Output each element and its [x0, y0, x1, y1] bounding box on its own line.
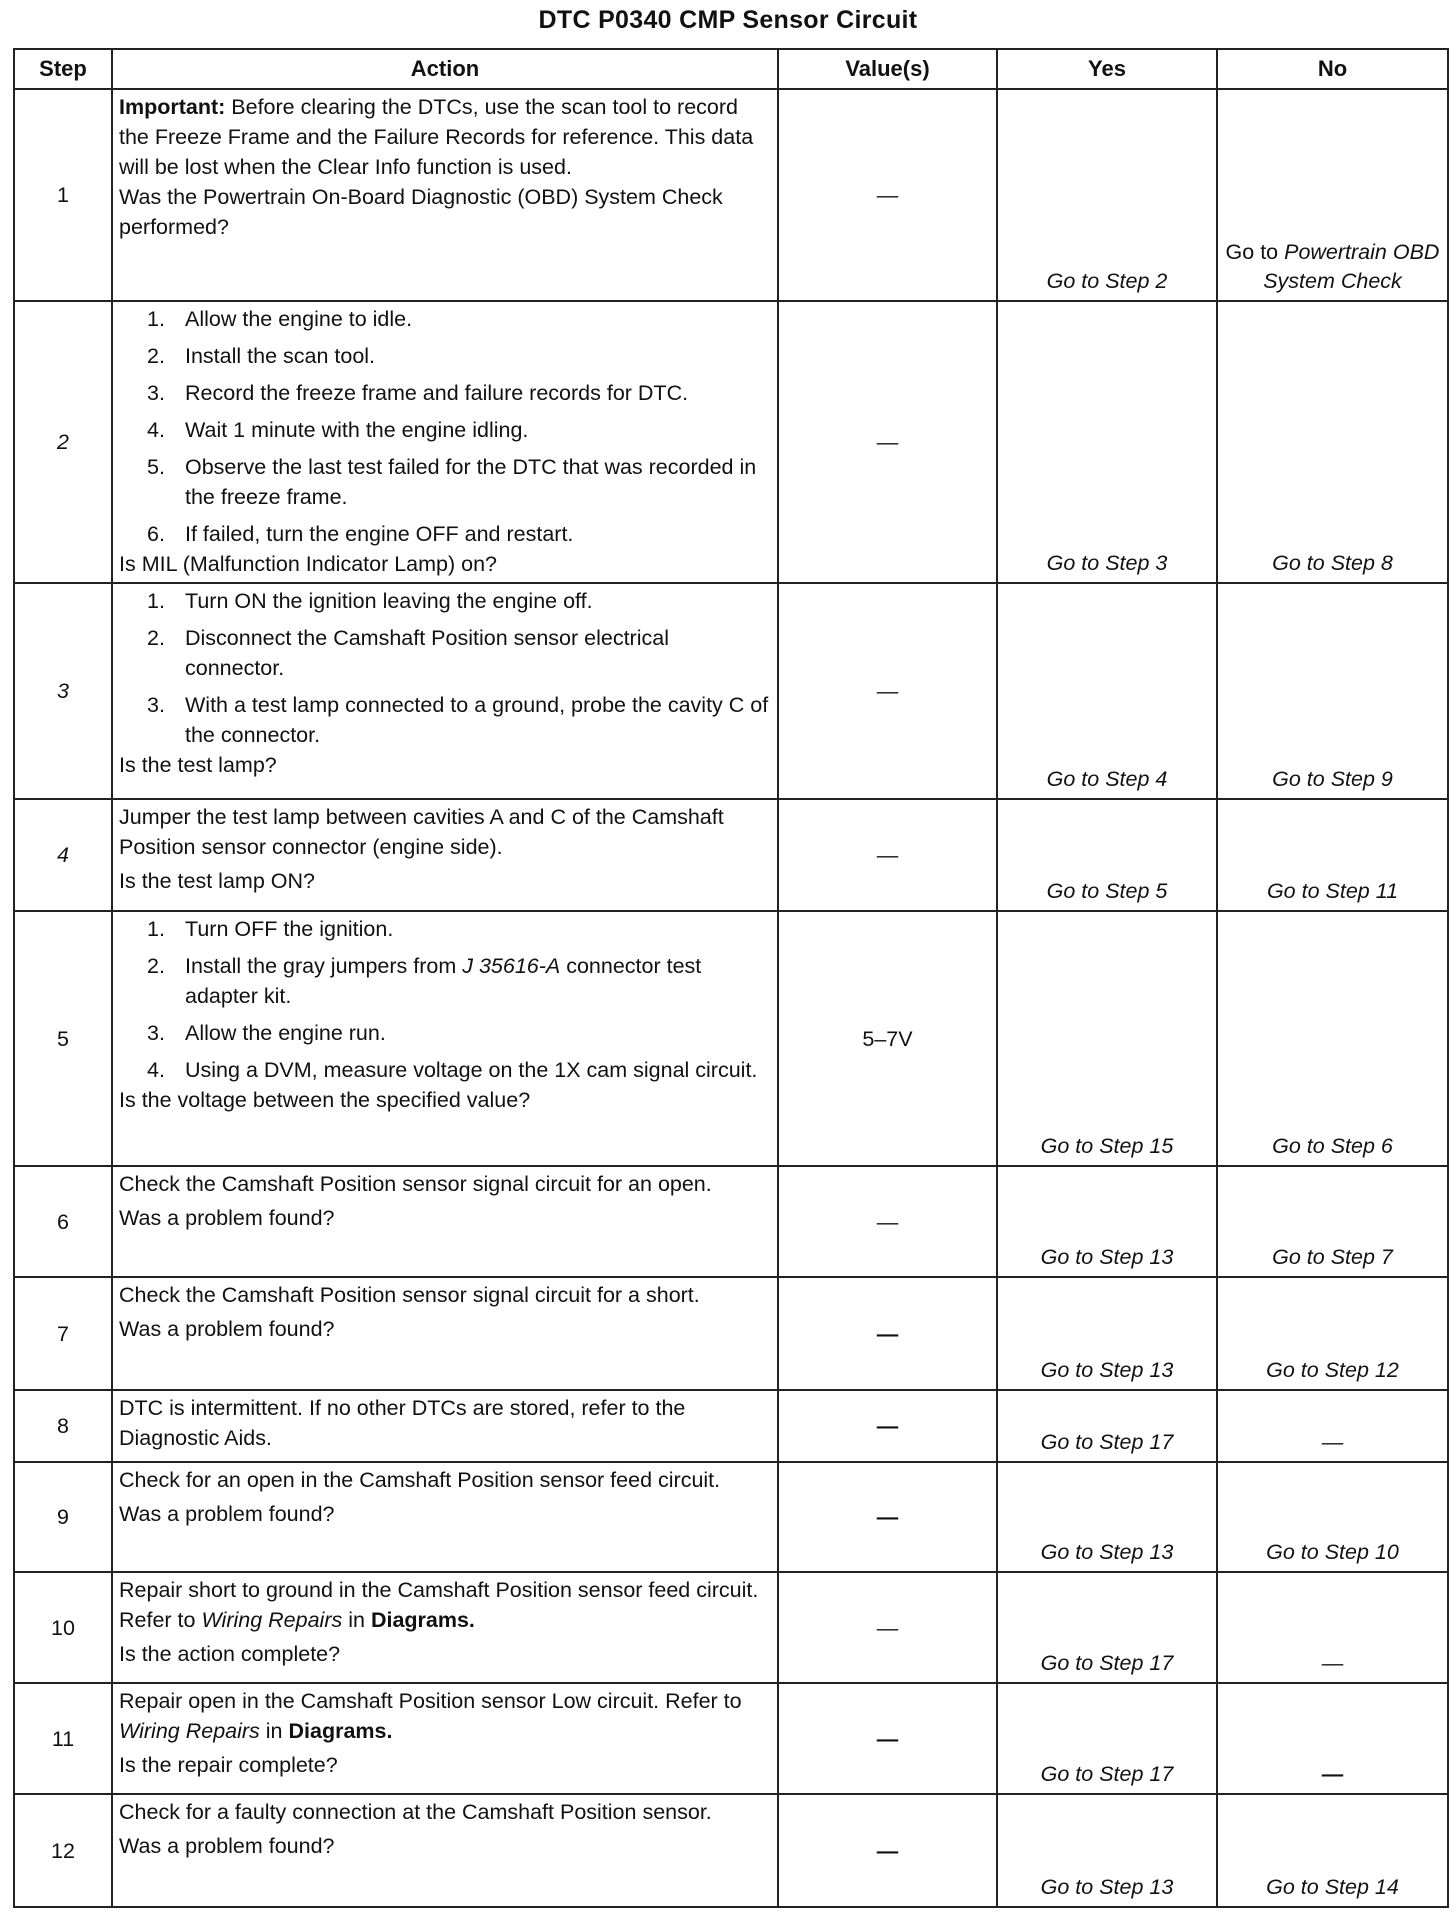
step-number: 5 — [14, 911, 112, 1166]
no-cell — [1217, 1277, 1448, 1390]
table-row — [14, 1390, 1448, 1462]
header-action: Action — [112, 49, 778, 89]
yes-link[interactable]: Go to Step 13 — [1040, 1358, 1174, 1382]
value-text: — — [876, 1414, 899, 1438]
yes-cell — [997, 89, 1217, 301]
step-number: 6 — [14, 1166, 112, 1277]
action-cell — [112, 1277, 778, 1390]
action-list — [119, 304, 771, 549]
value-cell — [778, 1572, 997, 1683]
action-cell — [112, 1166, 778, 1277]
no-link[interactable]: Go to Step 6 — [1272, 1134, 1393, 1158]
action-cell — [112, 799, 778, 911]
value-cell — [778, 799, 997, 911]
table-row — [14, 1166, 1448, 1277]
yes-cell — [997, 799, 1217, 911]
header-step: Step — [14, 49, 112, 89]
no-link[interactable]: Go to Step 10 — [1266, 1540, 1399, 1564]
step-number: 4 — [14, 799, 112, 911]
header-no: No — [1217, 49, 1448, 89]
action-text: Jumper the test lamp between cavities A and C of the Camshaft Position sensor connector (engine side). — [119, 805, 724, 859]
action-cell — [112, 911, 778, 1166]
table-row — [14, 1683, 1448, 1794]
list-item: 3. Allow the engine run. — [147, 1021, 386, 1045]
yes-cell — [997, 583, 1217, 799]
yes-cell — [997, 1572, 1217, 1683]
important-note — [119, 92, 771, 182]
action-question: Was a problem found? — [119, 1834, 335, 1858]
yes-link[interactable]: Go to Step 15 — [1040, 1134, 1174, 1158]
yes-cell — [997, 1166, 1217, 1277]
diagrams-reference: Diagrams. — [288, 1719, 393, 1743]
no-cell — [1217, 1683, 1448, 1794]
no-link[interactable]: Go to Step 7 — [1272, 1245, 1393, 1269]
yes-link[interactable]: Go to Step 5 — [1046, 879, 1168, 903]
value-cell — [778, 1166, 997, 1277]
value-cell — [778, 301, 997, 583]
table-row — [14, 301, 1448, 583]
action-cell — [112, 1794, 778, 1907]
list-item: 5. Observe the last test failed for the DTC that was recorded in the freeze frame. — [147, 455, 757, 509]
no-cell — [1217, 301, 1448, 583]
value-text: — — [876, 430, 899, 454]
value-cell — [778, 1794, 997, 1907]
header-values: Value(s) — [778, 49, 997, 89]
action-question: Is the voltage between the specified value? — [119, 1088, 531, 1112]
step-number: 2 — [14, 301, 112, 583]
yes-link[interactable]: Go to Step 17 — [1040, 1651, 1174, 1675]
action-cell — [112, 1572, 778, 1683]
list-item: 2. Install the scan tool. — [147, 344, 376, 368]
value-text: — — [876, 1726, 899, 1751]
action-text: Repair short to ground in the Camshaft Position sensor feed circuit. Refer to Wiring Repairs in Diagrams. — [119, 1578, 759, 1632]
action-cell — [112, 583, 778, 799]
no-link[interactable]: Go to Step 11 — [1266, 879, 1399, 903]
wiring-repairs-link[interactable]: Wiring Repairs — [201, 1608, 343, 1632]
no-link[interactable]: Powertrain OBD System Check — [1263, 240, 1440, 293]
action-cell — [112, 1462, 778, 1572]
yes-cell — [997, 911, 1217, 1166]
yes-cell — [997, 1462, 1217, 1572]
action-list — [119, 586, 771, 750]
value-cell — [778, 1277, 997, 1390]
wiring-repairs-link[interactable]: Wiring Repairs — [119, 1719, 260, 1743]
important-text: Before clearing the DTCs, use the scan tool to record the Freeze Frame and the Failure Records for reference. This data will be lost when the Clear Info function is used. — [119, 95, 754, 179]
yes-link[interactable]: Go to Step 13 — [1040, 1245, 1174, 1269]
value-text: — — [876, 1321, 899, 1346]
list-item: 1. Allow the engine to idle. — [147, 307, 413, 331]
yes-cell — [997, 1683, 1217, 1794]
table-row — [14, 1277, 1448, 1390]
no-value: — — [1321, 1762, 1344, 1786]
yes-link[interactable]: Go to Step 17 — [1040, 1430, 1174, 1454]
action-text: Check for an open in the Camshaft Position sensor feed circuit. — [119, 1468, 721, 1492]
no-link[interactable]: Go to Step 8 — [1272, 551, 1393, 575]
value-text: — — [876, 1615, 899, 1640]
value-cell — [778, 583, 997, 799]
table-row — [14, 911, 1448, 1166]
action-text: Repair open in the Camshaft Position sensor Low circuit. Refer to Wiring Repairs in Diagrams. — [119, 1689, 742, 1743]
step-number: 12 — [14, 1794, 112, 1907]
value-text: — — [876, 679, 899, 703]
step-number: 8 — [14, 1390, 112, 1462]
tool-reference: J 35616-A — [462, 954, 561, 978]
action-question: Was the Powertrain On-Board Diagnostic (OBD) System Check performed? — [119, 185, 723, 239]
step-number: 7 — [14, 1277, 112, 1390]
no-cell — [1217, 1462, 1448, 1572]
no-value: — — [1321, 1651, 1344, 1675]
value-cell — [778, 1390, 997, 1462]
list-item: 3. With a test lamp connected to a ground, probe the cavity C of the connector. — [147, 693, 769, 747]
action-cell — [112, 301, 778, 583]
value-cell — [778, 1683, 997, 1794]
action-text: Check the Camshaft Position sensor signal circuit for a short. — [119, 1283, 700, 1307]
no-cell — [1217, 1166, 1448, 1277]
value-text: — — [876, 183, 899, 207]
page-title: DTC P0340 CMP Sensor Circuit — [538, 6, 918, 34]
no-link[interactable]: Go to Step 9 — [1272, 767, 1393, 791]
list-item: 4. Using a DVM, measure voltage on the 1X cam signal circuit. — [147, 1058, 758, 1082]
action-question: Was a problem found? — [119, 1206, 335, 1230]
no-cell — [1217, 1572, 1448, 1683]
list-item: 2. Disconnect the Camshaft Position sensor electrical connector. — [147, 626, 669, 680]
list-item: 1. Turn ON the ignition leaving the engine off. — [147, 589, 593, 613]
table-row — [14, 1572, 1448, 1683]
value-cell — [778, 1462, 997, 1572]
yes-link[interactable]: Go to Step 13 — [1040, 1540, 1174, 1564]
action-question: Is the action complete? — [119, 1642, 341, 1666]
action-list — [119, 914, 771, 1085]
yes-link[interactable]: Go to Step 13 — [1040, 1875, 1174, 1899]
list-item: 1. Turn OFF the ignition. — [147, 917, 394, 941]
action-text: Check the Camshaft Position sensor signal circuit for an open. — [119, 1172, 712, 1196]
yes-cell — [997, 1794, 1217, 1907]
header-row — [14, 49, 1448, 89]
table-row — [14, 583, 1448, 799]
yes-cell — [997, 1277, 1217, 1390]
table-row — [14, 1462, 1448, 1572]
value-text: — — [876, 843, 899, 867]
step-number: 9 — [14, 1462, 112, 1572]
table-row — [14, 799, 1448, 911]
yes-cell — [997, 301, 1217, 583]
no-value: — — [1321, 1430, 1344, 1454]
diagrams-reference: Diagrams. — [370, 1608, 475, 1632]
action-question: Was a problem found? — [119, 1502, 335, 1526]
value-text: — — [876, 1838, 899, 1863]
table-row — [14, 89, 1448, 301]
no-cell — [1217, 1390, 1448, 1462]
yes-cell — [997, 1390, 1217, 1462]
yes-link[interactable]: Go to Step 17 — [1040, 1762, 1174, 1786]
action-text: DTC is intermittent. If no other DTCs are stored, refer to the Diagnostic Aids. — [119, 1396, 686, 1450]
step-number: 3 — [14, 583, 112, 799]
no-cell — [1217, 89, 1448, 301]
no-link[interactable]: Go to Step 12 — [1266, 1358, 1399, 1382]
no-cell — [1217, 799, 1448, 911]
action-cell — [112, 1683, 778, 1794]
action-question: Is the repair complete? — [119, 1753, 338, 1777]
value-text: — — [876, 1209, 899, 1234]
step-number: 1 — [14, 89, 112, 301]
value-text: 5–7V — [862, 1026, 913, 1051]
step-number: 11 — [14, 1683, 112, 1794]
action-question: Is the test lamp ON? — [119, 869, 315, 893]
value-cell — [778, 911, 997, 1166]
action-cell — [112, 1390, 778, 1462]
action-text: Check for a faulty connection at the Camshaft Position sensor. — [119, 1800, 712, 1824]
no-link-prefix: Go to — [1225, 240, 1285, 264]
header-yes: Yes — [997, 49, 1217, 89]
value-cell — [778, 89, 997, 301]
action-question: Is the test lamp? — [119, 753, 277, 777]
value-text: — — [876, 1505, 899, 1529]
list-item: 6. If failed, turn the engine OFF and restart. — [147, 522, 574, 546]
important-label: Important: — [119, 95, 226, 119]
action-question: Was a problem found? — [119, 1317, 335, 1341]
yes-link[interactable]: Go to Step 4 — [1046, 767, 1168, 791]
list-item: 4. Wait 1 minute with the engine idling. — [147, 418, 529, 442]
list-item: 2. Install the gray jumpers from J 35616-A connector test adapter kit. — [147, 954, 702, 1008]
list-item: 3. Record the freeze frame and failure records for DTC. — [147, 381, 689, 405]
no-link[interactable]: Go to Step 14 — [1266, 1875, 1399, 1899]
no-cell — [1217, 1794, 1448, 1907]
step-number: 10 — [14, 1572, 112, 1683]
table-row — [14, 1794, 1448, 1907]
no-cell — [1217, 583, 1448, 799]
yes-link[interactable]: Go to Step 2 — [1046, 269, 1168, 293]
action-question: Is MIL (Malfunction Indicator Lamp) on? — [119, 552, 498, 576]
no-cell — [1217, 911, 1448, 1166]
diagnostic-table — [13, 48, 1449, 1908]
action-cell — [112, 89, 778, 301]
yes-link[interactable]: Go to Step 3 — [1046, 551, 1168, 575]
